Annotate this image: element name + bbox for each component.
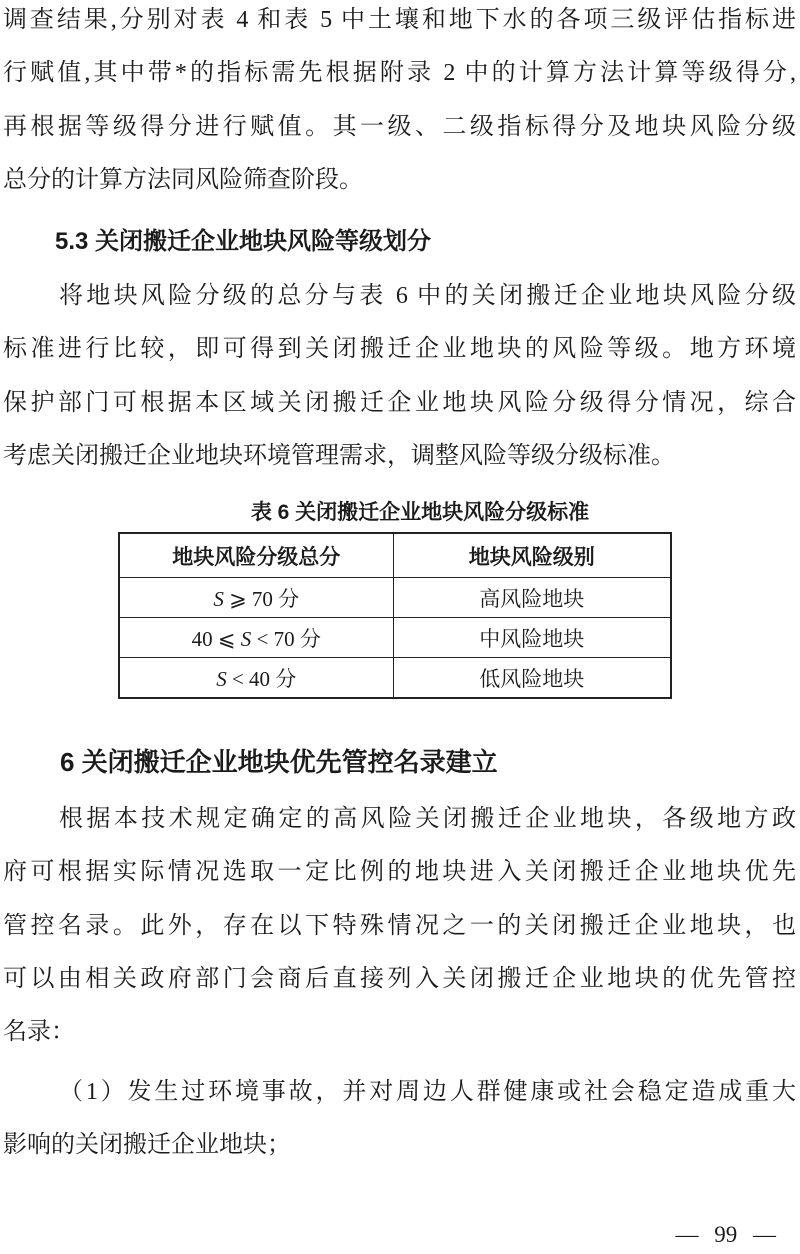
paragraph-4 xyxy=(3,1066,796,1173)
paragraph-2-line: 考虑关闭搬迁企业地块环境管理需求，调整风险等级分级标准。 xyxy=(3,442,675,469)
table-6 xyxy=(118,532,672,699)
level-cell: 高风险地块 xyxy=(393,578,671,618)
score-variable: S xyxy=(216,666,227,691)
paragraph-1-line: 行赋值,其中带*的指标需先根据附录 2 中的计算方法计算等级得分, xyxy=(3,60,796,87)
paragraph-1-line: 再根据等级得分进行赋值。其一级、二级指标得分及地块风险分级 xyxy=(3,113,796,140)
paragraph-1-line: 调查结果,分别对表 4 和表 5 中土壤和地下水的各项三级评估指标进 xyxy=(3,7,796,33)
paragraph-3-line: 根据本技术规定确定的高风险关闭搬迁企业地块，各级地方政 xyxy=(59,806,796,832)
paragraph-4-line: 影响的关闭搬迁企业地块； xyxy=(3,1132,291,1159)
section-heading-5-3: 5.3 关闭搬迁企业地块风险等级划分 xyxy=(55,228,432,255)
paragraph-2-line: 保护部门可根据本区域关闭搬迁企业地块风险分级得分情况，综合 xyxy=(3,389,796,416)
score-text: < 40 分 xyxy=(226,666,297,691)
paragraph-1 xyxy=(3,0,796,207)
score-cell xyxy=(119,578,393,618)
table-6-caption: 表 6 关闭搬迁企业地块风险分级标准 xyxy=(250,501,590,524)
score-variable: S xyxy=(213,586,224,611)
paragraph-3-line: 可以由相关政府部门会商后直接列入关闭搬迁企业地块的优先管控 xyxy=(3,965,796,992)
score-variable: S xyxy=(240,626,252,651)
paragraph-2-line: 标准进行比较，即可得到关闭搬迁企业地块的风险等级。地方环境 xyxy=(3,336,796,363)
page-number: — 99 — xyxy=(675,1222,776,1247)
table-row xyxy=(119,658,671,699)
score-cell xyxy=(119,658,393,699)
table-header-level: 地块风险级别 xyxy=(393,533,671,578)
level-cell: 中风险地块 xyxy=(393,618,671,658)
table-row xyxy=(119,618,671,658)
section-heading-6: 6 关闭搬迁企业地块优先管控名录建立 xyxy=(60,747,498,777)
paragraph-3 xyxy=(3,793,796,1059)
paragraph-3-line: 府可根据实际情况选取一定比例的地块进入关闭搬迁企业地块优先 xyxy=(3,859,796,886)
table-header-score: 地块风险分级总分 xyxy=(119,533,393,578)
paragraph-2 xyxy=(3,270,796,483)
paragraph-4-line: （1）发生过环境事故，并对周边人群健康或社会稳定造成重大 xyxy=(59,1079,796,1105)
level-cell: 低风险地块 xyxy=(393,658,671,699)
paragraph-3-line: 管控名录。此外，存在以下特殊情况之一的关闭搬迁企业地块，也 xyxy=(3,912,796,939)
paragraph-2-line: 将地块风险分级的总分与表 6 中的关闭搬迁企业地块风险分级 xyxy=(59,283,796,309)
paragraph-3-line: 名录： xyxy=(3,1019,75,1046)
paragraph-1-line: 总分的计算方法同风险筛查阶段。 xyxy=(3,166,363,193)
score-cell xyxy=(119,618,393,658)
score-text: ⩾ 70 分 xyxy=(223,586,300,611)
table-row xyxy=(119,578,671,618)
table-header-row xyxy=(119,533,671,578)
score-text: 40 ⩽ xyxy=(191,626,241,651)
score-text: < 70 分 xyxy=(251,626,321,651)
